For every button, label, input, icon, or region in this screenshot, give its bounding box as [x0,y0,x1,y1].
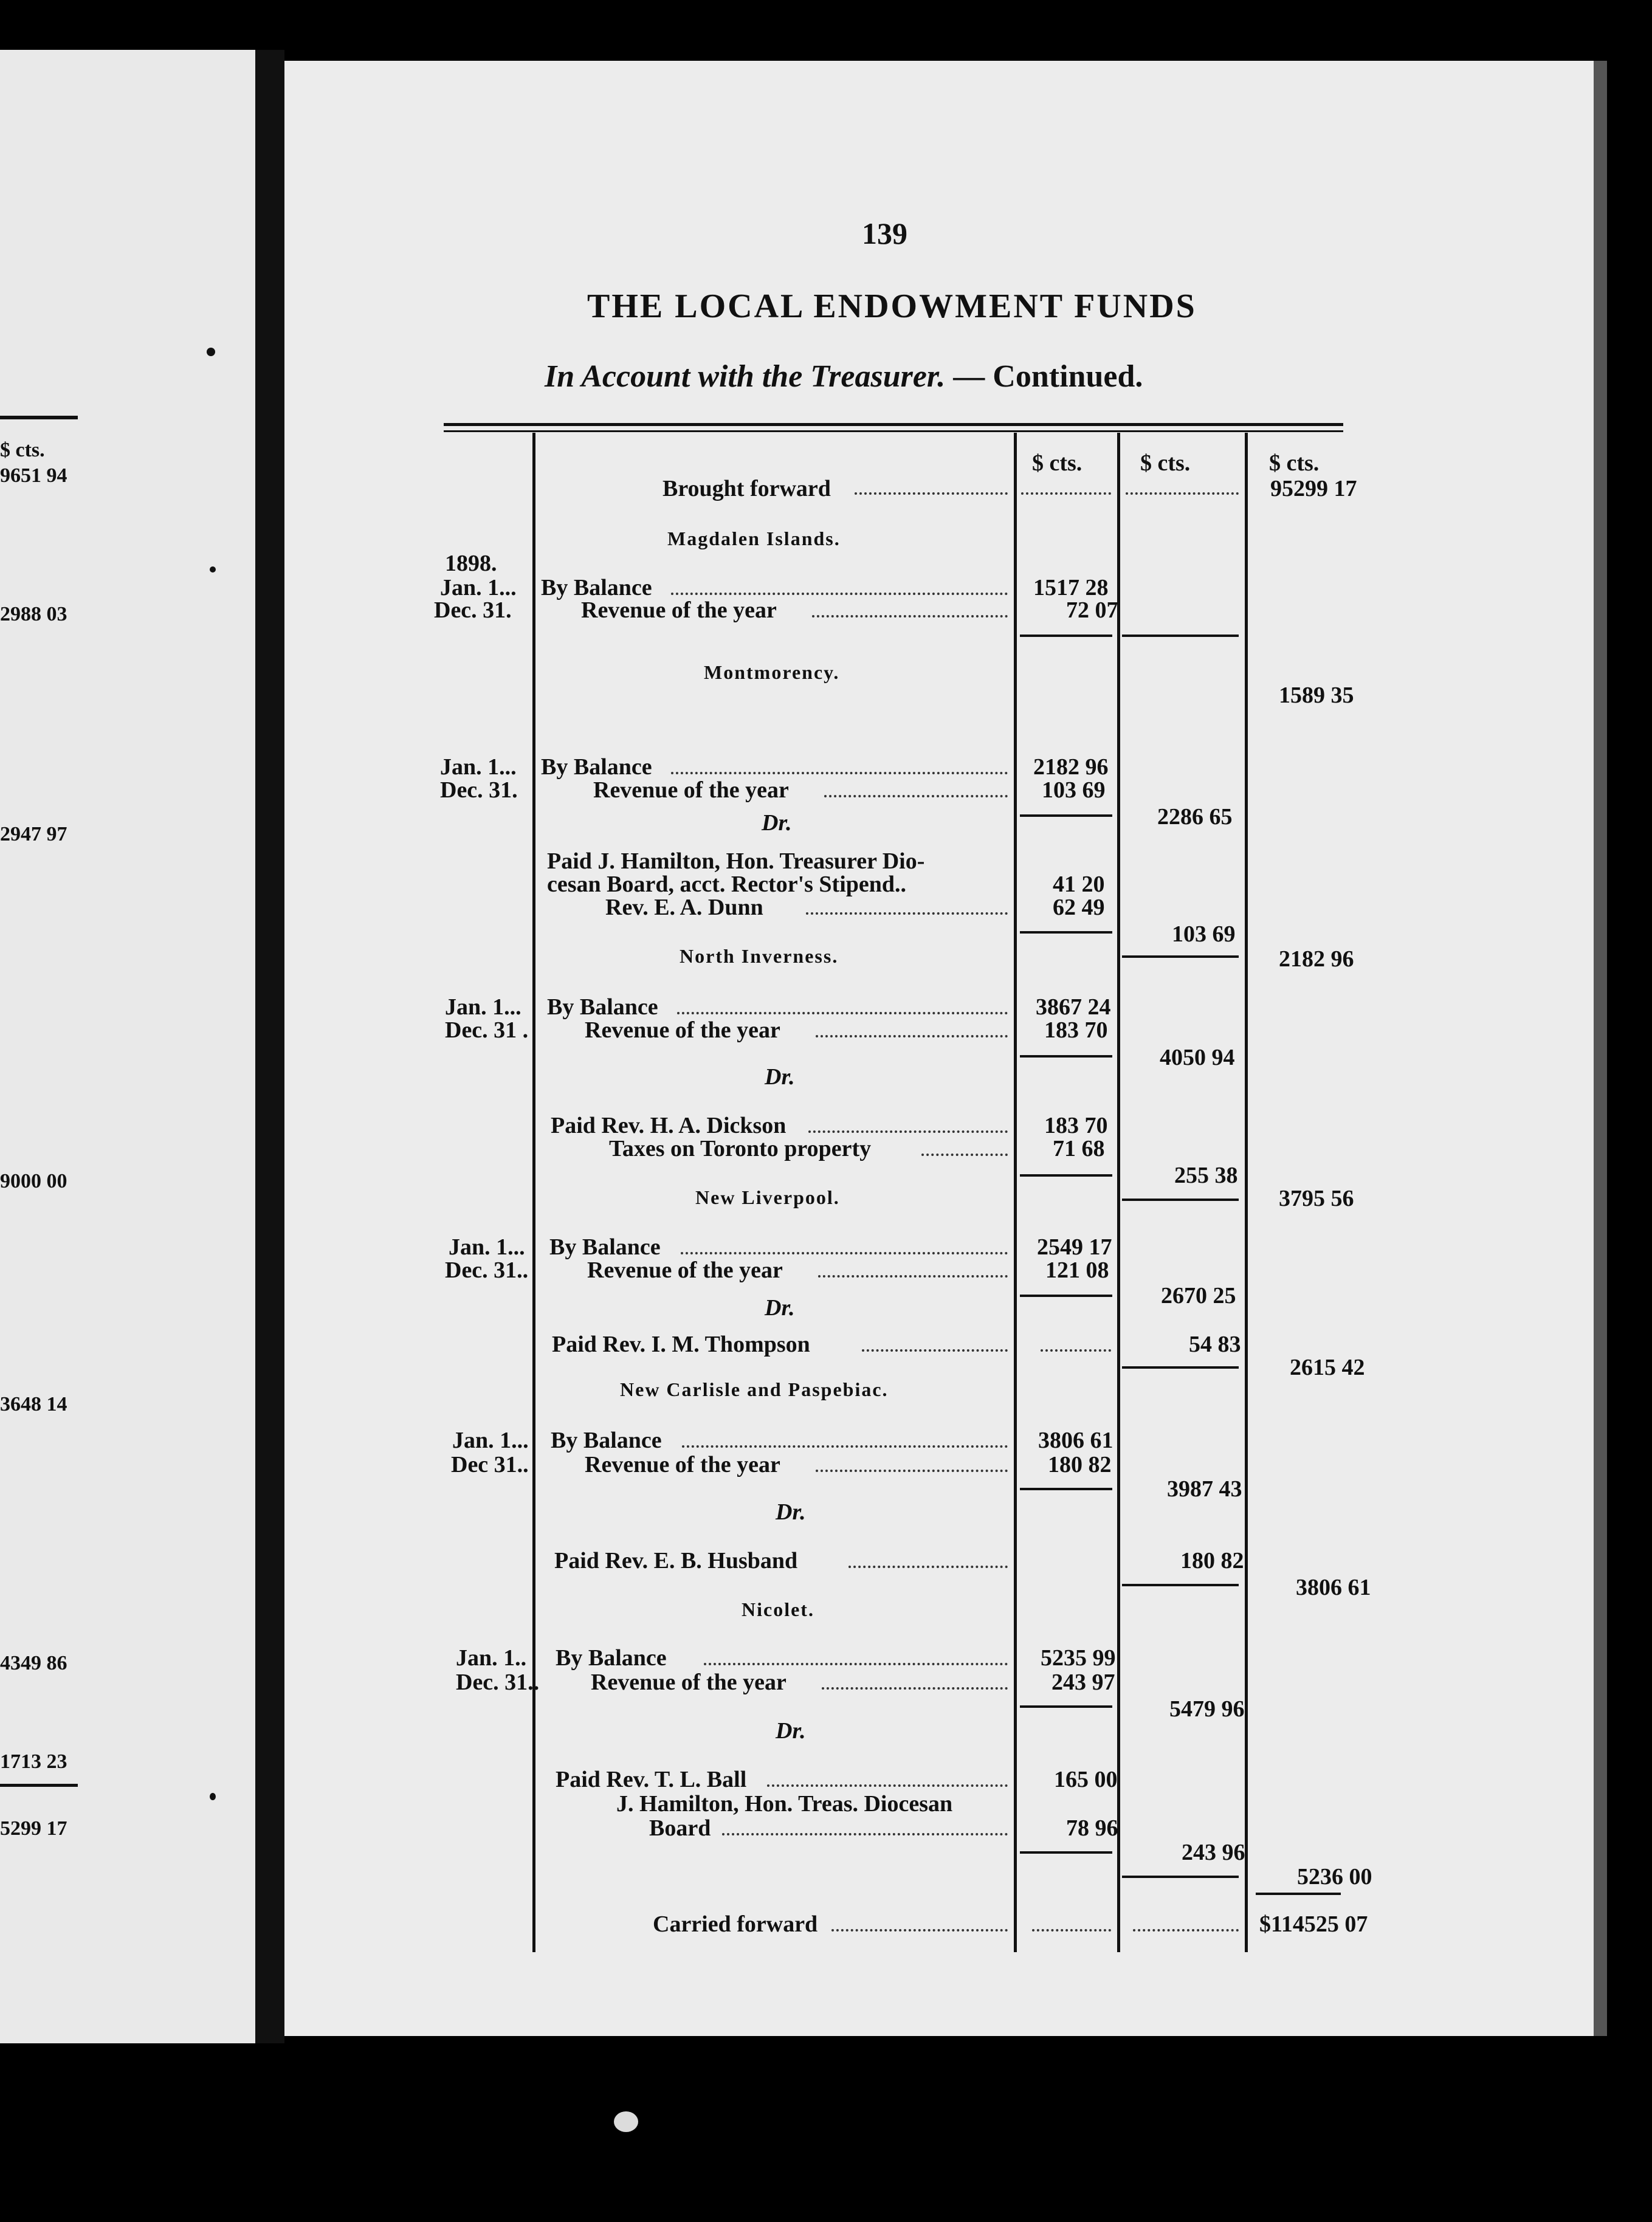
dot-leader [816,1470,1008,1472]
debit-label: Dr. [765,1295,795,1321]
dot-leader [818,1275,1008,1278]
section-total: 3795 56 [1279,1186,1354,1211]
sum-rule [1122,1584,1239,1586]
row-label: By Balance [549,1234,661,1260]
dot-leader [822,1687,1008,1690]
sum-rule [1122,955,1239,958]
payment-label: Paid J. Hamilton, Hon. Treasurer Dio- [547,848,925,874]
carried-forward-label: Carried forward [653,1911,818,1937]
row-date: Dec 31.. [451,1452,529,1477]
col2-header: $ cts. [1140,450,1191,476]
debit-label: Dr. [762,810,792,836]
subtotal: 3987 43 [1167,1476,1242,1502]
payment-label: J. Hamilton, Hon. Treas. Diocesan [616,1791,953,1817]
section-total: 5236 00 [1297,1864,1372,1890]
left-amount: 2988 03 [0,603,67,625]
dot-leader [682,1445,1008,1448]
dot-leader [848,1566,1008,1568]
row-date: Jan. 1... [440,575,517,600]
page-edge [1594,61,1607,2036]
payment-label: cesan Board, acct. Rector's Stipend.. [547,872,907,897]
row-amount: 5235 99 [1041,1645,1116,1671]
debit-label: Dr. [776,1718,806,1744]
dot-leader [722,1833,1008,1835]
dot-leader [677,1012,1008,1014]
row-amount: 72 07 [1066,597,1118,623]
left-facing-page [0,50,267,2043]
dot-leader [806,912,1008,915]
subtotal: 54 83 [1189,1332,1241,1357]
dot-leader [824,795,1008,797]
payment-amount: 41 20 [1053,872,1105,897]
carried-forward-total: $114525 07 [1259,1911,1368,1937]
sum-rule [1020,1295,1112,1297]
subtitle-italic: In Account with the Treasurer. [545,359,946,394]
row-amount: 243 97 [1051,1670,1115,1695]
sum-rule [1122,635,1239,637]
debit-label: Dr. [776,1499,806,1525]
dot-leader [1021,492,1111,495]
row-label: By Balance [551,1428,662,1453]
section-heading: New Carlisle and Paspebiac. [620,1378,889,1400]
row-amount: 2182 96 [1033,754,1109,780]
subtotal: 2670 25 [1161,1283,1236,1309]
payment-amount: 165 00 [1054,1767,1118,1792]
book-gutter [255,50,284,2043]
dust-speck [614,2111,638,2132]
row-label: Revenue of the year [587,1257,783,1283]
row-date: Dec. 31.. [445,1257,529,1283]
section-heading: New Liverpool. [695,1186,840,1208]
dot-leader [808,1130,1008,1133]
row-date: Jan. 1.. [456,1645,527,1671]
row-label: Revenue of the year [593,777,789,803]
row-amount: 180 82 [1048,1452,1112,1477]
row-date: Jan. 1... [440,754,517,780]
brought-forward-total: 95299 17 [1270,476,1357,501]
sum-rule [1020,931,1112,934]
left-amount: 4349 86 [0,1652,67,1674]
amount-col2-rule [1117,433,1120,1952]
row-label: By Balance [541,754,652,780]
debit-label: Dr. [765,1064,795,1090]
left-total-rule [0,1784,78,1787]
subtotal: 180 82 [1180,1548,1244,1574]
ink-spot [210,566,216,573]
payment-label: Paid Rev. E. B. Husband [554,1548,798,1574]
page-number: 139 [862,216,907,250]
row-label: By Balance [541,575,652,600]
left-amount: 5299 17 [0,1817,67,1840]
section-total: 1589 35 [1279,683,1354,708]
dot-leader [855,492,1008,495]
subtotal: 255 38 [1174,1163,1238,1188]
date-column-rule [532,433,535,1952]
row-date: Dec. 31 . [445,1017,529,1043]
subtotal: 5479 96 [1169,1696,1245,1722]
payment-label: Taxes on Toronto property [609,1136,872,1161]
payment-label: Paid Rev. H. A. Dickson [551,1113,786,1138]
dot-leader [681,1252,1008,1254]
row-date: Dec. 31. [440,777,518,803]
dot-leader [767,1784,1008,1787]
sum-rule [1122,1199,1239,1201]
left-amount: 9000 00 [0,1170,67,1192]
left-col-header: $ cts. [0,439,45,461]
subtotal: 2286 65 [1157,804,1233,830]
dot-leader [1032,1929,1111,1931]
row-date: Dec. 31. [434,597,512,623]
payment-amount: 183 70 [1044,1113,1108,1138]
header-rule-top [444,423,1343,426]
row-amount: 3867 24 [1036,994,1111,1020]
row-label: Revenue of the year [591,1670,786,1695]
row-label: By Balance [556,1645,667,1671]
dot-leader [1041,1349,1111,1352]
payment-label: Rev. E. A. Dunn [605,895,763,920]
payment-amount: 71 68 [1053,1136,1105,1161]
dot-leader [816,1035,1008,1037]
row-label: Revenue of the year [585,1452,780,1477]
payment-label: Board [649,1815,711,1841]
dot-leader [671,593,1008,595]
subtitle-continued: — Continued. [953,359,1143,394]
row-amount: 121 08 [1045,1257,1109,1283]
section-heading: North Inverness. [680,945,839,967]
row-amount: 1517 28 [1033,575,1109,600]
row-label: Revenue of the year [585,1017,780,1043]
row-label: Revenue of the year [581,597,777,623]
sum-rule [1122,1876,1239,1878]
amount-col3-rule [1245,433,1248,1952]
left-amount: 3648 14 [0,1393,67,1415]
section-heading: Magdalen Islands. [667,528,841,549]
left-rule [0,416,78,419]
dot-leader [921,1154,1008,1156]
subtotal: 103 69 [1172,921,1236,947]
dot-leader [812,615,1008,617]
dot-leader [671,772,1008,774]
page-subtitle [545,359,1143,394]
dot-leader [831,1929,1008,1931]
sum-rule [1020,635,1112,637]
section-total: 3806 61 [1296,1575,1371,1600]
left-amount: 9651 94 [0,464,67,487]
left-amount: 2947 97 [0,823,67,845]
dot-leader [704,1663,1008,1665]
row-date: Jan. 1... [449,1234,525,1260]
brought-forward-label: Brought forward [663,476,831,501]
sum-rule [1020,1174,1112,1177]
section-heading: Montmorency. [704,661,840,683]
payment-label: Paid Rev. T. L. Ball [556,1767,747,1792]
subtotal: 4050 94 [1160,1045,1235,1070]
section-heading: Nicolet. [742,1598,814,1620]
sum-rule [1020,1851,1112,1854]
row-amount: 103 69 [1042,777,1106,803]
row-label: By Balance [547,994,658,1020]
sum-rule [1020,1055,1112,1058]
subtotal: 243 96 [1182,1840,1245,1865]
ink-spot [210,1793,216,1800]
ledger-page [284,61,1603,2036]
payment-amount: 62 49 [1053,895,1105,920]
sum-rule [1020,1705,1112,1708]
col3-header: $ cts. [1269,450,1320,476]
section-total: 2182 96 [1279,946,1354,972]
col1-header: $ cts. [1032,450,1082,476]
dot-leader [1126,492,1239,495]
header-rule-bottom [444,430,1343,432]
row-amount: 3806 61 [1038,1428,1113,1453]
payment-label: Paid Rev. I. M. Thompson [552,1332,810,1357]
sum-rule [1020,1488,1112,1490]
section-total: 2615 42 [1290,1355,1365,1380]
row-date: Dec. 31.. [456,1670,540,1695]
dot-leader [862,1349,1008,1352]
dot-leader [1133,1929,1239,1931]
sum-rule [1122,1366,1239,1369]
total-rule [1256,1893,1341,1895]
left-amount: 1713 23 [0,1750,67,1773]
payment-amount: 78 96 [1066,1815,1118,1841]
row-amount: 2549 17 [1037,1234,1112,1260]
row-date: Jan. 1... [452,1428,529,1453]
page-title: THE LOCAL ENDOWMENT FUNDS [587,287,1197,325]
row-date: Jan. 1... [445,994,521,1020]
year-label: 1898. [445,551,497,576]
amount-col1-rule [1014,433,1017,1952]
ink-spot [207,348,215,356]
sum-rule [1020,814,1112,817]
row-amount: 183 70 [1044,1017,1108,1043]
